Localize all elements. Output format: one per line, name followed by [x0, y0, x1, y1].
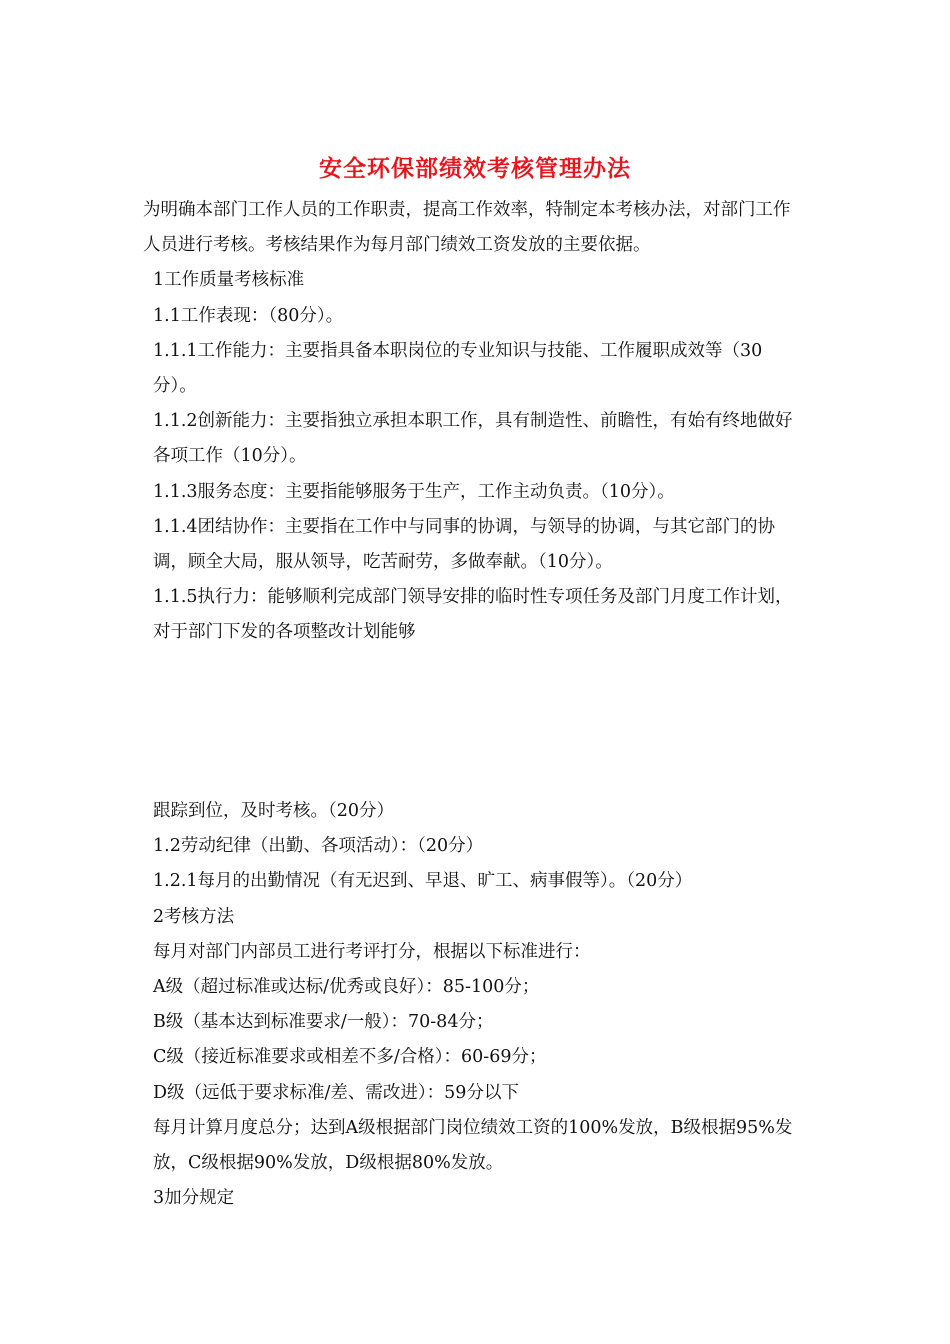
text-block-1 [143, 193, 803, 651]
text-block-2 [143, 794, 803, 1216]
section-3-heading: 3加分规定 [153, 1188, 235, 1209]
section-2-heading: 2考核方法 [153, 906, 235, 927]
clause-1-1-2: 1.1.2创新能力：主要指独立承担本职工作，具有制造性、前瞻性，有始有终地做好各项工作（10分）。 [153, 411, 793, 467]
clause-1-1-5-continued: 跟踪到位，及时考核。（20分） [153, 801, 395, 821]
monthly-payout-rule: 每月计算月度总分；达到A级根据部门岗位绩效工资的100%发放，B级根据95%发放，C级根据90%发放，D级根据80%发放。 [153, 1117, 793, 1174]
clause-1-1-3: 1.1.3服务态度：主要指能够服务于生产，工作主动负责。（10分）。 [153, 481, 675, 502]
clause-1-1: 1.1工作表现：（80分）。 [153, 305, 344, 326]
clause-1-1-4: 1.1.4团结协作：主要指在工作中与同事的协调，与领导的协调，与其它部门的协调，顾全大局，服从领导，吃苦耐劳，多做奉献。（10分）。 [153, 516, 776, 573]
clause-1-1-1: 1.1.1工作能力：主要指具备本职岗位的专业知识与技能、工作履职成效等（30分）。 [153, 340, 763, 397]
grade-c: C级（接近标准要求或相差不多/合格）：60-69分； [153, 1047, 547, 1068]
grade-a: A级（超过标准或达标/优秀或良好）：85-100分； [153, 977, 540, 998]
grade-d: D级（远低于要求标准/差、需改进）：59分以下 [153, 1082, 519, 1103]
clause-1-2: 1.2劳动纪律（出勤、各项活动）：（20分） [153, 836, 484, 857]
method-intro: 每月对部门内部员工进行考评打分，根据以下标准进行： [153, 941, 591, 962]
document-title: 安全环保部绩效考核管理办法 [319, 155, 631, 182]
grade-b: B级（基本达到标准要求/一般）：70-84分； [153, 1012, 494, 1033]
clause-1-2-1: 1.2.1每月的出勤情况（有无迟到、早退、旷工、病事假等）。（20分） [153, 871, 693, 892]
section-1-heading: 1工作质量考核标准 [153, 270, 305, 291]
intro-paragraph: 为明确本部门工作人员的工作职责，提高工作效率，特制定本考核办法，对部门工作人员进行考核。考核结果作为每月部门绩效工资发放的主要依据。 [143, 200, 791, 256]
clause-1-1-5: 1.1.5执行力：能够顺利完成部门领导安排的临时性专项任务及部门月度工作计划，对于部门下发的各项整改计划能够 [153, 587, 793, 643]
